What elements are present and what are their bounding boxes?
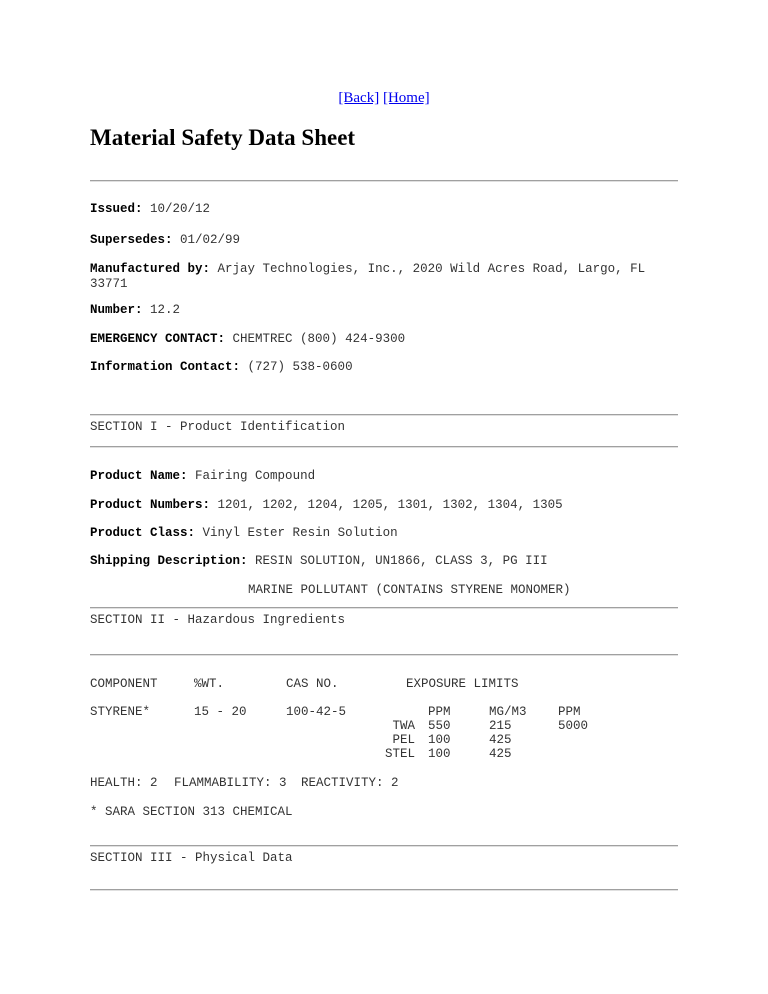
issued-value: 10/20/12	[150, 202, 211, 216]
header-cas: CAS NO.	[286, 677, 339, 691]
divider	[90, 446, 678, 448]
reactivity-rating: REACTIVITY: 2	[301, 776, 399, 790]
page-title: Material Safety Data Sheet	[90, 125, 356, 150]
limits-header-ppm: PPM	[428, 705, 451, 719]
supersedes-label: Supersedes:	[90, 233, 173, 247]
manufactured-line-2: 33771	[90, 277, 128, 291]
product-name-label: Product Name:	[90, 469, 188, 483]
flammability-rating: FLAMMABILITY: 3	[174, 776, 287, 790]
product-name-line	[90, 469, 315, 483]
issued-label: Issued:	[90, 202, 143, 216]
sara-note: * SARA SECTION 313 CHEMICAL	[90, 805, 293, 819]
limit-mg: 215	[489, 719, 512, 733]
top-nav	[0, 90, 768, 107]
marine-pollutant: MARINE POLLUTANT (CONTAINS STYRENE MONOMER)	[248, 583, 571, 597]
product-class-value: Vinyl Ester Resin Solution	[202, 526, 398, 540]
limit-ppm2: 5000	[558, 719, 589, 733]
limit-mg: 425	[489, 747, 512, 761]
info-value: (727) 538-0600	[247, 360, 353, 374]
section1-title: SECTION I - Product Identification	[90, 420, 346, 434]
product-numbers-line	[90, 498, 563, 512]
product-name-value: Fairing Compound	[195, 469, 316, 483]
product-class-line	[90, 526, 398, 540]
divider	[90, 414, 678, 416]
row-wt: 15 - 20	[194, 705, 247, 719]
row-cas: 100-42-5	[286, 705, 347, 719]
header-wt: %WT.	[194, 677, 225, 691]
supersedes-value: 01/02/99	[180, 233, 241, 247]
info-line	[90, 360, 353, 374]
divider	[90, 845, 678, 847]
shipping-line	[90, 554, 548, 568]
divider	[90, 180, 678, 182]
limit-ppm: 100	[428, 733, 451, 747]
limit-mg: 425	[489, 733, 512, 747]
limit-label: PEL	[392, 733, 415, 747]
header-component: COMPONENT	[90, 677, 158, 691]
limit-ppm: 100	[428, 747, 451, 761]
section3-title: SECTION III - Physical Data	[90, 851, 293, 865]
back-link[interactable]: [Back]	[338, 90, 380, 106]
divider	[90, 889, 678, 891]
supersedes-line	[90, 233, 240, 247]
divider	[90, 607, 678, 609]
limit-ppm: 550	[428, 719, 451, 733]
manufactured-value-1: Arjay Technologies, Inc., 2020 Wild Acres Road, Largo, FL	[217, 262, 646, 276]
product-class-label: Product Class:	[90, 526, 196, 540]
limit-label: STEL	[384, 747, 415, 761]
shipping-value: RESIN SOLUTION, UN1866, CLASS 3, PG III	[255, 554, 548, 568]
emergency-label: EMERGENCY CONTACT:	[90, 332, 226, 346]
shipping-label: Shipping Description:	[90, 554, 248, 568]
manufactured-line	[90, 262, 645, 276]
info-label: Information Contact:	[90, 360, 241, 374]
product-numbers-label: Product Numbers:	[90, 498, 211, 512]
limits-header-mg: MG/M3	[489, 705, 527, 719]
header-exposure: EXPOSURE LIMITS	[406, 677, 519, 691]
limit-label: TWA	[392, 719, 415, 733]
number-line	[90, 303, 180, 317]
manufactured-label: Manufactured by:	[90, 262, 211, 276]
number-label: Number:	[90, 303, 143, 317]
number-value: 12.2	[150, 303, 181, 317]
limits-header-ppm2: PPM	[558, 705, 581, 719]
emergency-line	[90, 332, 405, 346]
row-component: STYRENE*	[90, 705, 151, 719]
emergency-value: CHEMTREC (800) 424-9300	[232, 332, 406, 346]
health-rating: HEALTH: 2	[90, 776, 158, 790]
issued-line	[90, 202, 210, 216]
divider	[90, 654, 678, 656]
home-link[interactable]: [Home]	[382, 90, 430, 106]
product-numbers-value: 1201, 1202, 1204, 1205, 1301, 1302, 1304, 1305	[217, 498, 563, 512]
section2-title: SECTION II - Hazardous Ingredients	[90, 613, 346, 627]
